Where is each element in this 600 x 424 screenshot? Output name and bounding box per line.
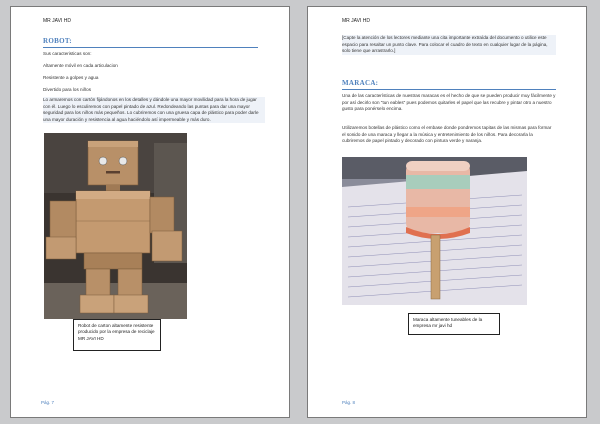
pull-quote-placeholder: [Capte la atención de los lectores mediante una cita importante extraída del documento o utilice este espacio para resaltar un punto clave. Para colocar el cuadro de texto en cualquier lugar de la página, solo tiene que arrastrarlo.] <box>342 35 556 55</box>
page-number: Pág. 7 <box>41 400 55 405</box>
robot-photo <box>44 133 187 319</box>
features-intro: Sus caracteristicas son: <box>43 51 92 56</box>
section-title-maraca: MARACA: <box>342 79 379 87</box>
maraca-caption: Maraca altamente tuneables de la empresa mr javi hd <box>408 313 500 335</box>
feature-item: Altamente móvil en cada articulacion <box>43 63 118 68</box>
section-divider <box>43 47 258 48</box>
feature-item: Resistente a golpes y agua <box>43 75 99 80</box>
maraca-paragraph-2: Utilizaremos botellas de plástico como el embase donde pondremos tapitas de las mismas para formar el sonido de una maraca y llegar a la música y entretenimiento de los niños. Para decorarla la cubriremos de papel pintado y decorado con pintura verde y naranja. <box>342 125 552 144</box>
section-title-robot: ROBOT: <box>43 37 72 45</box>
page-header: MR JAVI HD <box>342 18 370 24</box>
document-page-right <box>307 6 587 418</box>
document-page-left <box>10 6 290 418</box>
page-header: MR JAVI HD <box>43 18 71 24</box>
maraca-photo <box>342 157 527 305</box>
robot-caption: Robot de carton altamente resistente producido por la empresa de reciclaje MR JAVI HD <box>73 319 161 351</box>
page-number: Pág. 8 <box>342 400 356 405</box>
maraca-paragraph-1: Una de las características de nuestras maracas es el hecho de que se pueden producir muy fácilmente y por así decirlo son "tun eables" pues podemos quitarles el papel que las recubre y pintar otro a nuestro gusto para ponérselo encima. <box>342 93 556 112</box>
feature-item: Divertido para los niños <box>43 87 92 92</box>
section-divider <box>342 89 556 90</box>
robot-description: Lo armaremos con cartón fijándonos en los detalles y dándole una mayor movilidad para la hora de jugar con él. Luego lo esculiremos con papel pintado de azul. Redondeando las puntas para dar una mayor seguridad para los niños más pequeños. Lo cubriremos con una gruesa capa de plástico para poder darle una mayor duración y resistencia al agua haciéndolo así impermeable y más duro. <box>43 97 265 123</box>
